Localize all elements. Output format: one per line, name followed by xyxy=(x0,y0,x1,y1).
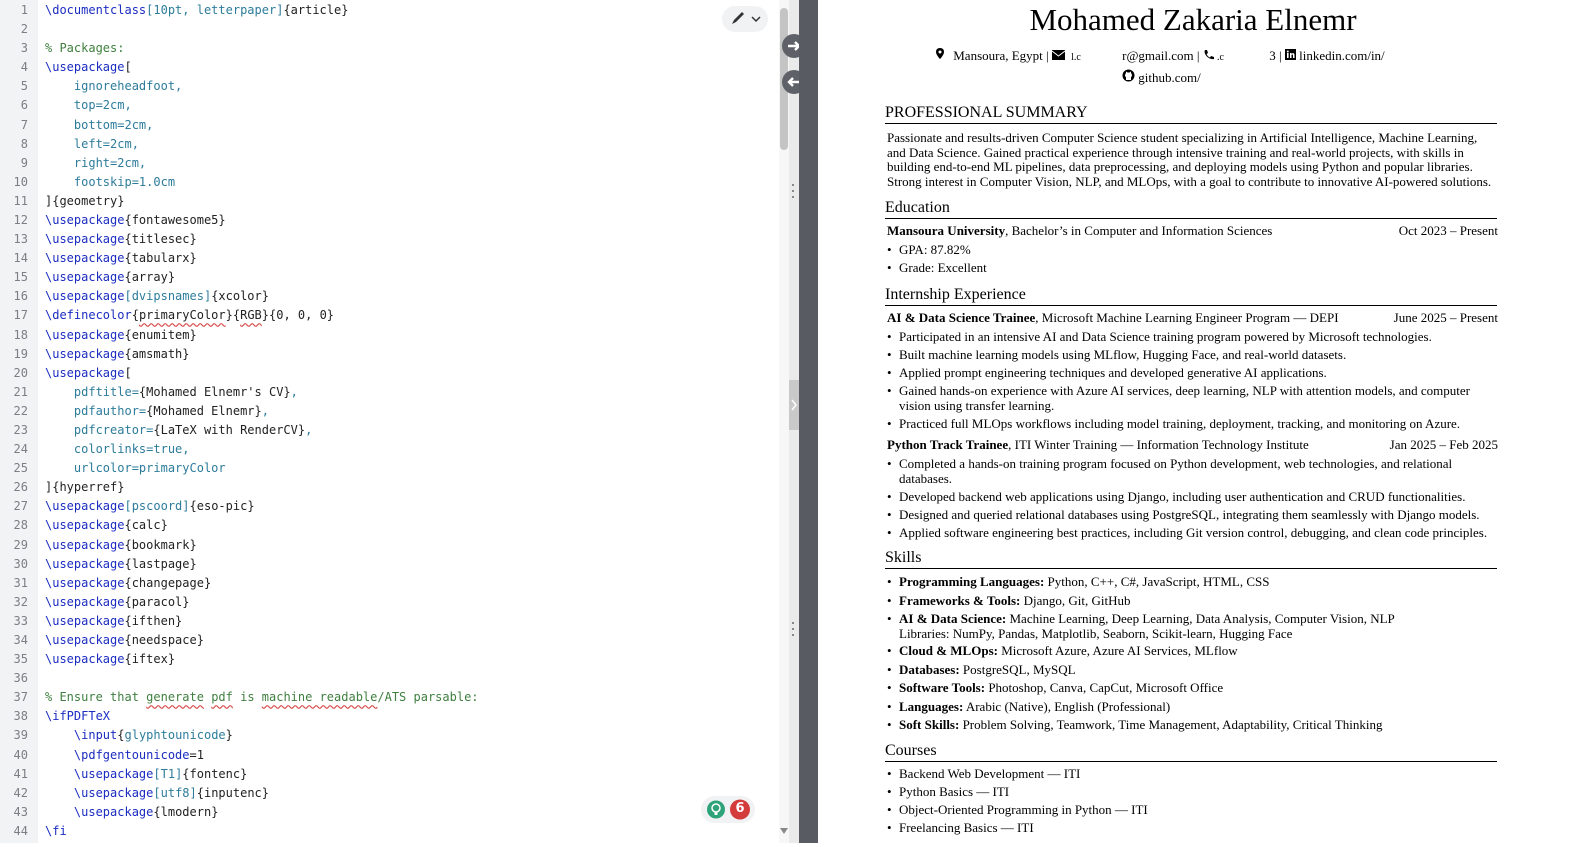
code-token: \ifPDFTeX xyxy=(45,709,111,724)
job-date: June 2025 – Present xyxy=(1393,310,1498,325)
bullet-icon: • xyxy=(887,416,892,431)
list-item: Applied software engineering best practices, including Git version control, debugging, and clean code principles. xyxy=(899,525,1488,540)
code-token: {iftex} xyxy=(124,652,176,667)
code-line[interactable] xyxy=(45,748,204,762)
hints-pill[interactable] xyxy=(701,796,755,823)
job-title xyxy=(887,437,1309,453)
line-number: 24 xyxy=(13,442,28,457)
code-token: [dvipsnames] xyxy=(124,289,212,304)
list-item: Grade: Excellent xyxy=(899,260,987,275)
code-token: ignoreheadfoot, xyxy=(45,79,183,94)
code-token: \usepackage xyxy=(45,518,125,533)
code-token: % Packages: xyxy=(45,41,125,56)
contact-row-1: Mansoura, Egypt | l.c r@gmail.com | .c 3 | linkedin.com/in/ xyxy=(934,47,1385,64)
code-line[interactable] xyxy=(45,805,218,819)
editor-scrollbar[interactable] xyxy=(779,0,789,843)
code-line[interactable] xyxy=(45,518,168,532)
bullet-icon: • xyxy=(887,242,892,257)
skill-key: Soft Skills: xyxy=(899,717,960,732)
code-token: \usepackage xyxy=(45,270,125,285)
line-number: 30 xyxy=(13,556,28,571)
error-count-badge: 6 xyxy=(735,801,745,816)
code-line[interactable] xyxy=(45,213,226,227)
contact-row-2 xyxy=(1122,69,1201,86)
code-token: {Mohamed Elnemr's CV} xyxy=(138,384,291,399)
code-token: { xyxy=(131,308,139,323)
pencil-icon xyxy=(722,6,768,32)
line-number: 3 xyxy=(20,41,28,56)
chevron-down-icon xyxy=(752,17,760,21)
code-token: \documentclass xyxy=(45,3,147,17)
line-number: 1 xyxy=(20,3,28,17)
list-item: Backend Web Development — ITI xyxy=(899,766,1081,781)
pdf-page xyxy=(818,0,1575,843)
line-number: 25 xyxy=(13,461,28,476)
code-token: {fontawesome5} xyxy=(124,212,226,227)
code-token xyxy=(45,786,74,800)
skill-item xyxy=(899,680,1499,695)
skill-value: Problem Solving, Teamwork, Time Management, Adaptability, Critical Thinking xyxy=(959,717,1383,732)
section-title: Courses xyxy=(885,742,937,759)
code-token: {eso-pic} xyxy=(189,499,255,514)
skill-value: Microsoft Azure, Azure AI Services, MLflow xyxy=(997,643,1238,658)
line-number: 31 xyxy=(13,575,28,590)
code-token: \usepackage xyxy=(45,251,125,266)
code-line[interactable] xyxy=(45,442,190,456)
line-number: 35 xyxy=(13,652,28,667)
contact-phone-tail: 3 xyxy=(1269,48,1276,63)
bullet-icon: • xyxy=(887,260,892,275)
phone-icon xyxy=(1203,49,1214,60)
list-item: Practiced full MLOps workflows including model training, deployment, tracking, and monitoring on Azure. xyxy=(899,416,1461,431)
code-line[interactable] xyxy=(45,194,124,208)
line-number: 33 xyxy=(13,613,28,628)
code-token: primaryColor xyxy=(138,308,226,323)
code-line[interactable] xyxy=(45,824,67,838)
skill-key: Frameworks & Tools: xyxy=(899,592,1021,608)
code-editor[interactable] xyxy=(0,0,778,843)
code-token: \usepackage xyxy=(45,632,125,647)
line-number: 22 xyxy=(13,403,28,418)
skill-value: Machine Learning, Deep Learning, Data Analysis, Computer Vision, NLP xyxy=(1006,611,1395,626)
skill-key: Programming Languages: xyxy=(899,574,1045,589)
code-token: \usepackage xyxy=(45,346,125,361)
bullet-icon: • xyxy=(887,489,892,504)
job-org: , Microsoft Machine Learning Engineer Program — DEPI xyxy=(1035,310,1339,325)
code-token: [ xyxy=(124,365,132,380)
collapse-handle[interactable] xyxy=(789,380,799,430)
code-token: is xyxy=(232,690,262,705)
skill-value: PostgreSQL, MySQL xyxy=(959,661,1076,677)
code-token: \pdfgentounicode xyxy=(73,747,190,762)
code-line[interactable] xyxy=(45,3,348,17)
list-item: GPA: 87.82% xyxy=(899,242,971,257)
list-item: Freelancing Basics — ITI xyxy=(899,820,1034,835)
line-number: 7 xyxy=(20,117,28,132)
code-token: \usepackage xyxy=(45,556,125,571)
code-token: generate xyxy=(146,690,204,705)
code-line[interactable] xyxy=(45,98,132,112)
code-token: {bookmark} xyxy=(124,537,197,552)
code-line[interactable] xyxy=(45,79,182,93)
location-pin-icon xyxy=(934,47,946,60)
code-token: , xyxy=(290,384,298,399)
code-token: pdf xyxy=(211,690,233,705)
skill-item xyxy=(899,593,1499,608)
skill-item xyxy=(899,662,1499,677)
section-title: Internship Experience xyxy=(885,286,1026,303)
bullet-icon: • xyxy=(887,507,892,522)
bullet-icon: • xyxy=(887,592,892,608)
code-line[interactable] xyxy=(45,404,269,418)
line-number: 10 xyxy=(13,174,28,189)
line-number: 8 xyxy=(20,136,28,151)
code-token: \usepackage xyxy=(45,327,125,342)
code-token: \usepackage xyxy=(45,594,125,609)
job-role: Python Track Trainee xyxy=(887,437,1009,452)
list-item: Completed a hands-on training program focused on Python development, web technologies, and relational databases. xyxy=(899,456,1453,486)
code-token: \usepackage xyxy=(45,537,125,552)
code-token: {titlesec} xyxy=(124,232,197,247)
code-token: {enumitem} xyxy=(124,327,197,342)
code-token: {changepage} xyxy=(124,575,212,590)
code-token: [ xyxy=(124,60,132,75)
skill-value: Photoshop, Canva, CapCut, Microsoft Office xyxy=(985,680,1224,695)
code-token: \usepackage xyxy=(45,60,125,75)
line-number: 39 xyxy=(13,728,28,743)
code-line[interactable] xyxy=(45,156,146,170)
skill-key: Cloud & MLOps: xyxy=(899,643,998,658)
line-number: 36 xyxy=(13,671,28,686)
line-number: 4 xyxy=(20,60,28,75)
code-token: \usepackage xyxy=(45,212,125,227)
contact-github[interactable]: github.com/ xyxy=(1138,70,1201,85)
chevron-right-icon xyxy=(789,380,799,430)
code-token: {Mohamed Elnemr} xyxy=(146,403,262,418)
bullet-icon: • xyxy=(887,611,892,626)
code-line[interactable] xyxy=(45,728,233,742)
code-token: \usepackage xyxy=(45,365,125,380)
code-token: \usepackage xyxy=(45,613,125,628)
code-token: , xyxy=(305,422,313,437)
code-token: /ATS parsable: xyxy=(377,690,479,705)
line-number: 29 xyxy=(13,537,28,552)
code-token: ]{hyperref} xyxy=(45,480,125,495)
code-token: \usepackage xyxy=(45,652,125,667)
bullet-icon: • xyxy=(887,643,892,658)
code-token: [10pt, letterpaper] xyxy=(146,3,284,17)
code-line[interactable] xyxy=(45,385,298,399)
envelope-icon xyxy=(1052,50,1065,60)
code-token: \usepackage xyxy=(45,575,125,590)
code-token: {xcolor} xyxy=(211,289,269,304)
skill-key: Databases: xyxy=(899,661,960,677)
code-line[interactable] xyxy=(45,175,175,189)
scroll-down-icon[interactable] xyxy=(779,826,789,836)
code-token: \fi xyxy=(45,823,67,838)
code-token: {lmodern} xyxy=(153,804,219,819)
code-line[interactable] xyxy=(45,60,132,74)
line-number: 18 xyxy=(13,327,28,342)
code-token: pdfcreator= xyxy=(45,422,154,437)
skill-value: Libraries: NumPy, Pandas, Matplotlib, Seaborn, Scikit-learn, Hugging Face xyxy=(899,626,1293,641)
linkedin-icon xyxy=(1285,49,1296,60)
code-token: { xyxy=(117,728,125,743)
list-item: Developed backend web applications using Django, including user authentication and CRUD functionalities. xyxy=(899,489,1466,504)
list-item: Designed and queried relational databases using PostgreSQL, integrating them seamlessly with Django models. xyxy=(899,507,1480,522)
line-number: 23 xyxy=(13,422,28,437)
list-item: Object-Oriented Programming in Python — ITI xyxy=(899,802,1148,817)
bullet-icon: • xyxy=(887,347,892,362)
line-number: 14 xyxy=(13,251,28,266)
code-line[interactable] xyxy=(45,538,197,552)
summary-line: Passionate and results-driven Computer Science student specializing in Artificial Intelligence, Machine Learning, xyxy=(887,130,1478,145)
line-number: 26 xyxy=(13,480,28,495)
code-line[interactable] xyxy=(45,595,190,609)
code-token: {paracol} xyxy=(124,594,190,609)
section-education xyxy=(885,199,1497,219)
code-token: }{0, 0, 0} xyxy=(261,308,335,323)
edu-degree: , Bachelor’s in Computer and Information Sciences xyxy=(1005,223,1273,238)
code-token: }{ xyxy=(225,308,241,323)
list-item: Built machine learning models using MLflow, Hugging Face, and real-world datasets. xyxy=(899,347,1347,362)
line-number: 27 xyxy=(13,499,28,514)
code-token: colorlinks=true, xyxy=(45,442,190,457)
code-token: \input xyxy=(73,728,118,743)
contact-email[interactable]: r@gmail.com xyxy=(1122,48,1194,63)
line-number: 38 xyxy=(13,709,28,724)
line-number: 13 xyxy=(13,232,28,247)
code-line[interactable] xyxy=(45,366,132,380)
code-line[interactable] xyxy=(45,767,247,781)
line-number: 43 xyxy=(13,804,28,819)
code-token xyxy=(45,748,74,762)
code-token: pdfauthor= xyxy=(45,403,147,418)
code-line[interactable] xyxy=(45,633,204,647)
code-token: pdftitle= xyxy=(45,384,139,399)
code-token: {LaTeX with RenderCV} xyxy=(153,422,306,437)
bullet-icon: • xyxy=(887,329,892,344)
code-token: {array} xyxy=(124,270,176,285)
code-token: [utf8] xyxy=(153,785,197,800)
code-token: [pscoord] xyxy=(124,499,190,514)
code-token: } xyxy=(225,728,233,743)
code-line[interactable] xyxy=(45,499,255,513)
bullet-icon: • xyxy=(887,766,892,781)
code-token: bottom=2cm, xyxy=(45,117,154,132)
section-internship xyxy=(885,286,1497,306)
code-token: glyphtounicode xyxy=(124,728,226,743)
code-token: urlcolor=primaryColor xyxy=(45,461,226,476)
section-courses xyxy=(885,742,1497,762)
code-line[interactable] xyxy=(45,328,197,342)
contact-location: Mansoura, Egypt xyxy=(953,48,1043,63)
skill-value: Python, C++, C#, JavaScript, HTML, CSS xyxy=(1044,574,1270,589)
code-line[interactable] xyxy=(45,251,197,265)
bullet-icon: • xyxy=(887,661,892,677)
bullet-icon: • xyxy=(887,456,892,471)
summary-line: and Data Science. Gained practical experience through intensive training and real-world projects, with skills in xyxy=(887,144,1464,160)
line-number: 12 xyxy=(13,212,28,227)
code-line[interactable] xyxy=(45,614,182,628)
contact-phone[interactable]: .c xyxy=(1217,52,1224,63)
code-token: machine readable xyxy=(261,690,378,705)
code-token xyxy=(45,805,74,819)
code-token xyxy=(45,767,74,781)
code-line[interactable] xyxy=(45,137,139,151)
code-token: {calc} xyxy=(124,518,168,533)
code-line[interactable] xyxy=(45,289,269,303)
skill-item xyxy=(899,717,1499,732)
line-number: 28 xyxy=(13,518,28,533)
code-token: \usepackage xyxy=(45,232,125,247)
skill-item xyxy=(899,611,1499,641)
line-number: 16 xyxy=(13,289,28,304)
code-token: =1 xyxy=(189,747,204,762)
skill-key: Software Tools: xyxy=(899,680,986,695)
list-item: Gained hands-on experience with Azure AI services, deep learning, NLP with attention models, and computer vision using transfer learning. xyxy=(899,383,1470,413)
bullet-icon: • xyxy=(887,802,892,817)
code-token: \usepackage xyxy=(73,785,154,800)
edit-mode-toggle[interactable] xyxy=(722,6,768,32)
code-line[interactable] xyxy=(45,557,197,571)
code-token: \usepackage xyxy=(45,499,125,514)
line-number: 21 xyxy=(13,384,28,399)
job-date: Jan 2025 – Feb 2025 xyxy=(1389,437,1498,452)
section-title: PROFESSIONAL SUMMARY xyxy=(885,104,1088,121)
line-number: 37 xyxy=(13,690,28,705)
section-summary xyxy=(885,104,1497,124)
bullet-icon: • xyxy=(887,784,892,799)
code-token: ]{geometry} xyxy=(45,193,125,208)
summary-line: building end-to-end ML pipelines, data preprocessing, and deploying models using Python and popular libraries. xyxy=(887,159,1473,174)
code-line[interactable] xyxy=(45,232,197,246)
bullet-icon: • xyxy=(887,525,892,540)
bullet-icon: • xyxy=(887,365,892,380)
code-line[interactable] xyxy=(45,118,153,132)
email-prefix: l.c xyxy=(1071,52,1081,63)
skill-value: Arabic (Native), English (Professional) xyxy=(963,698,1171,714)
line-number: 42 xyxy=(13,785,28,800)
skill-value: Django, Git, GitHub xyxy=(1020,592,1131,608)
github-icon xyxy=(1122,69,1135,82)
code-line[interactable] xyxy=(45,709,110,723)
code-line[interactable] xyxy=(45,480,124,494)
section-title: Education xyxy=(885,199,950,216)
job-title xyxy=(887,310,1339,326)
code-token: footskip=1.0cm xyxy=(45,174,176,189)
code-token: % Ensure that xyxy=(45,690,147,705)
line-number: 2 xyxy=(20,22,28,37)
line-number: 40 xyxy=(13,747,28,762)
code-token: right=2cm, xyxy=(45,155,147,170)
line-number: 5 xyxy=(20,79,28,94)
job-role: AI & Data Science Trainee xyxy=(887,310,1036,325)
code-token: \definecolor xyxy=(45,308,132,323)
line-number: 15 xyxy=(13,270,28,285)
bullet-icon: • xyxy=(887,680,892,695)
code-line[interactable] xyxy=(45,652,175,666)
line-number: 6 xyxy=(20,98,28,113)
code-line[interactable] xyxy=(45,690,479,704)
list-item: Python Basics — ITI xyxy=(899,784,1010,799)
code-line[interactable] xyxy=(45,423,312,437)
section-title: Skills xyxy=(885,549,922,566)
bullet-icon: • xyxy=(887,574,892,589)
code-token: \usepackage xyxy=(73,766,154,781)
bullet-icon: • xyxy=(887,383,892,398)
code-line[interactable] xyxy=(45,786,269,800)
code-line[interactable] xyxy=(45,576,211,590)
line-number: 19 xyxy=(13,346,28,361)
line-number: 20 xyxy=(13,365,28,380)
code-token: {ifthen} xyxy=(124,613,183,628)
bullet-icon: • xyxy=(887,820,892,835)
list-item: Participated in an intensive AI and Data Science training program powered by Microsoft technologies. xyxy=(899,329,1432,344)
code-token xyxy=(45,728,74,742)
job-org: , ITI Winter Training — Information Technology Institute xyxy=(1008,437,1309,452)
summary-line: Strong interest in Computer Vision, NLP, and MLOps, with a goal to contribute to innovative AI-powered solutions. xyxy=(887,173,1492,189)
skill-item xyxy=(899,699,1499,714)
line-number: 41 xyxy=(13,766,28,781)
bullet-icon: • xyxy=(887,698,892,714)
code-token: {needspace} xyxy=(124,632,204,647)
code-token: \usepackage xyxy=(73,804,154,819)
code-token: {fontenc} xyxy=(182,766,248,781)
edu-school: Mansoura University xyxy=(887,223,1006,238)
code-line[interactable] xyxy=(45,41,124,55)
edu-date: Oct 2023 – Present xyxy=(1398,223,1498,238)
line-number: 11 xyxy=(13,193,28,208)
code-token: [T1] xyxy=(153,766,183,781)
list-item: Applied prompt engineering techniques and developed generative AI applications. xyxy=(899,365,1327,380)
pane-splitter[interactable] xyxy=(789,0,799,843)
edu-entry xyxy=(887,223,1272,239)
code-token: {lastpage} xyxy=(124,556,197,571)
line-number: 34 xyxy=(13,632,28,647)
code-line[interactable] xyxy=(45,347,190,361)
code-token: left=2cm, xyxy=(45,136,139,151)
code-token: \usepackage xyxy=(45,289,125,304)
code-token: {tabularx} xyxy=(124,251,197,266)
code-token: , xyxy=(261,403,269,418)
skill-key: AI & Data Science: xyxy=(899,611,1007,626)
code-token: {article} xyxy=(283,3,349,17)
code-line[interactable] xyxy=(45,270,175,284)
skill-key: Languages: xyxy=(899,698,964,714)
bullet-icon: • xyxy=(887,717,892,732)
code-token: {amsmath} xyxy=(124,346,190,361)
line-number-gutter xyxy=(0,0,38,843)
line-number: 44 xyxy=(13,823,28,838)
code-token: RGB xyxy=(240,308,262,323)
contact-linkedin[interactable]: linkedin.com/in/ xyxy=(1299,48,1385,63)
skill-item xyxy=(899,574,1499,589)
cv-name: Mohamed Zakaria Elnemr xyxy=(1029,2,1357,37)
line-number: 32 xyxy=(13,594,28,609)
code-line[interactable] xyxy=(45,308,334,322)
section-skills xyxy=(885,549,1497,569)
code-line[interactable] xyxy=(45,461,226,475)
line-number: 17 xyxy=(13,308,28,323)
code-token: top=2cm, xyxy=(45,98,132,113)
line-number: 9 xyxy=(20,155,28,170)
code-token: {inputenc} xyxy=(196,785,269,800)
skill-item xyxy=(899,643,1499,658)
